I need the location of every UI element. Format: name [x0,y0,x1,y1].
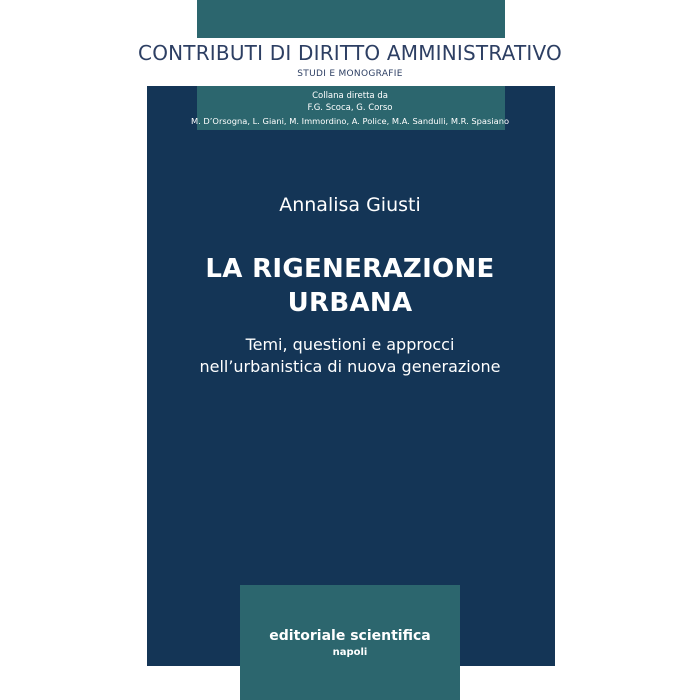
book-title-line-2: URBANA [287,288,413,318]
editors-main: F.G. Scoca, G. Corso [307,103,393,113]
book-subtitle-line-2: nell’urbanistica di nuova generazione [199,357,501,376]
book-subtitle [0,334,700,378]
book-author: Annalisa Giusti [279,194,421,216]
editors-board: M. D’Orsogna, L. Giani, M. Immordino, A. Police, M.A. Sandulli, M.R. Spasiano [190,116,510,126]
editors-label: Collana diretta da [312,91,388,101]
book-title-line-1: LA RIGENERAZIONE [205,254,495,284]
top-teal-band [197,0,505,38]
book-title [0,252,700,320]
series-title: CONTRIBUTI DI DIRITTO AMMINISTRATIVO [138,41,562,65]
publisher-name: editoriale scientifica [269,628,431,644]
series-subtitle: STUDI E MONOGRAFIE [297,69,403,79]
publisher-city: napoli [332,647,368,658]
book-subtitle-line-1: Temi, questioni e approcci [245,335,455,354]
